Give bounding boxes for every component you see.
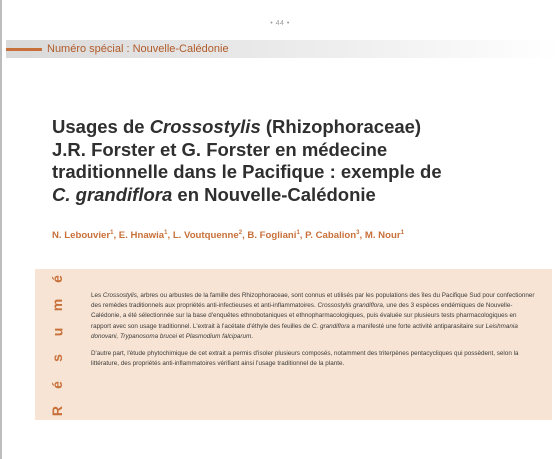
resume-letter: R xyxy=(49,405,65,417)
page-number: • 44 • xyxy=(270,20,290,27)
resume-letter: u xyxy=(49,327,65,337)
resume-letter: é xyxy=(48,275,65,283)
author: P. Cabalion$^3$, xyxy=(305,230,365,241)
author: E. Hnawia$^1$, xyxy=(118,230,173,241)
resume-letter: m xyxy=(48,299,65,312)
title-line-3: traditionnelle dans le Pacifique : exemple de xyxy=(52,161,442,182)
author: L. Voutquenne$^2$, xyxy=(172,230,248,241)
section-title: Numéro spécial : Nouvelle-Calédonie xyxy=(47,43,229,55)
title-line-4: C. grandiflora en Nouvelle-Calédonie xyxy=(52,183,376,205)
author: N. Lebouvier$^1$, xyxy=(52,230,119,241)
abstract-text xyxy=(91,291,537,369)
section-accent-bar xyxy=(6,48,42,51)
title-line-2: J.R. Forster et G. Forster en médecine xyxy=(52,138,388,160)
author-list xyxy=(52,230,532,241)
resume-letter: s xyxy=(48,354,65,363)
author: M. Nour$^1$ xyxy=(364,230,404,241)
left-margin-rule xyxy=(0,0,2,459)
abstract-paragraph-2: D'autre part, l'étude phytochimique de cet extrait a permis d'isoler plusieurs composés, notamment des triterpènes pentacycliques qui possèdent, selon la littérature, des propriétés anti-inflammatoires vérifiant ainsi l'usage traditionnel de la plante. xyxy=(91,350,519,368)
resume-letter: é xyxy=(48,380,65,389)
author: B. Fogliani$^1$, xyxy=(247,230,306,241)
resume-vertical-label xyxy=(47,272,67,418)
abstract-paragraph-1: Les Crossostylis, arbres ou arbustes de la famille des Rhizophoraceae, sont connus et utilisés par les populations des îles du Pacifique Sud pour confectionner des remèdes traditionnels aux propriétés anti-infectieuses et anti-inflammatoires. Crossostylis grandiflora, une des 3 espèces endémiques de Nouvelle-Calédonie, a été sélectionnée sur la base d'enquêtes ethnobotaniques et ethnopharmacologiques, puis évaluée sur plusieurs tests pharmacologiques en rapport avec son usage traditionnel. L'extrait à l'acétate d'éthyle des feuilles de C. grandiflora a manifesté une forte activité antiparasitaire sur Leishmania donovani, Trypanosoma brucei et Plasmodium falciparum. xyxy=(91,292,535,340)
title-line-1: Usages de Crossostylis (Rhizophoraceae) xyxy=(52,116,422,137)
section-header xyxy=(6,40,560,58)
article-title xyxy=(52,116,522,206)
